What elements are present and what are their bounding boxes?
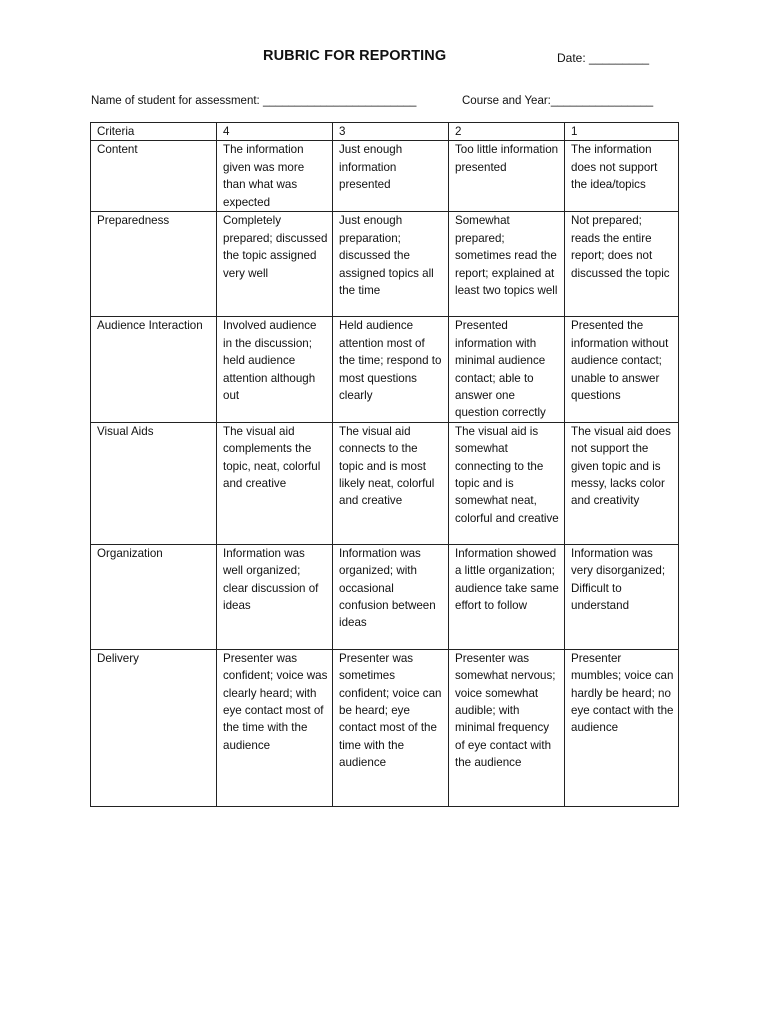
table-row — [91, 317, 679, 422]
criteria-cell: Visual Aids — [91, 422, 217, 544]
date-field[interactable]: Date: _________ — [557, 51, 650, 65]
score-4-cell: Information was well organized; clear discussion of ideas — [217, 544, 333, 649]
score-4-cell: Involved audience in the discussion; held audience attention although out — [217, 317, 333, 422]
course-year-field[interactable]: Course and Year:________________ — [462, 95, 654, 107]
score-2-cell: Presented information with minimal audience contact; able to answer one question correctly — [449, 317, 565, 422]
score-3-cell: Held audience attention most of the time; respond to most questions clearly — [333, 317, 449, 422]
score-1-cell: Information was very disorganized; Difficult to understand — [565, 544, 679, 649]
table-row — [91, 649, 679, 806]
student-name-field[interactable]: Name of student for assessment: ________________________ — [91, 95, 417, 107]
score-1-cell: Presenter mumbles; voice can hardly be heard; no eye contact with the audience — [565, 649, 679, 806]
score-3-cell: Information was organized; with occasional confusion between ideas — [333, 544, 449, 649]
score-3-cell: Presenter was sometimes confident; voice can be heard; eye contact most of the time with the audience — [333, 649, 449, 806]
score-2-cell: Somewhat prepared; sometimes read the report; explained at least two topics well — [449, 212, 565, 317]
score-4-cell: The information given was more than what was expected — [217, 141, 333, 212]
criteria-cell: Audience Interaction — [91, 317, 217, 422]
score-2-cell: Information showed a little organization; audience take same effort to follow — [449, 544, 565, 649]
rubric-table — [90, 122, 679, 807]
score-3-cell: The visual aid connects to the topic and is most likely neat, colorful and creative — [333, 422, 449, 544]
table-row — [91, 544, 679, 649]
table-row — [91, 422, 679, 544]
column-header-criteria: Criteria — [91, 123, 217, 141]
score-4-cell: The visual aid complements the topic, neat, colorful and creative — [217, 422, 333, 544]
score-1-cell: The visual aid does not support the given topic and is messy, lacks color and creativity — [565, 422, 679, 544]
table-row — [91, 141, 679, 212]
column-header-score-3: 3 — [333, 123, 449, 141]
table-row — [91, 212, 679, 317]
score-3-cell: Just enough preparation; discussed the assigned topics all the time — [333, 212, 449, 317]
score-2-cell: Presenter was somewhat nervous; voice somewhat audible; with minimal frequency of eye contact with the audience — [449, 649, 565, 806]
criteria-cell: Organization — [91, 544, 217, 649]
score-4-cell: Completely prepared; discussed the topic assigned very well — [217, 212, 333, 317]
column-header-score-4: 4 — [217, 123, 333, 141]
score-1-cell: Presented the information without audience contact; unable to answer questions — [565, 317, 679, 422]
criteria-cell: Preparedness — [91, 212, 217, 317]
score-4-cell: Presenter was confident; voice was clearly heard; with eye contact most of the time with the audience — [217, 649, 333, 806]
column-header-score-1: 1 — [565, 123, 679, 141]
score-2-cell: The visual aid is somewhat connecting to the topic and is somewhat neat, colorful and creative — [449, 422, 565, 544]
criteria-cell: Delivery — [91, 649, 217, 806]
table-header-row — [91, 123, 679, 141]
score-1-cell: The information does not support the idea/topics — [565, 141, 679, 212]
page-title: RUBRIC FOR REPORTING — [263, 48, 447, 64]
score-2-cell: Too little information presented — [449, 141, 565, 212]
score-1-cell: Not prepared; reads the entire report; does not discussed the topic — [565, 212, 679, 317]
criteria-cell: Content — [91, 141, 217, 212]
score-3-cell: Just enough information presented — [333, 141, 449, 212]
column-header-score-2: 2 — [449, 123, 565, 141]
